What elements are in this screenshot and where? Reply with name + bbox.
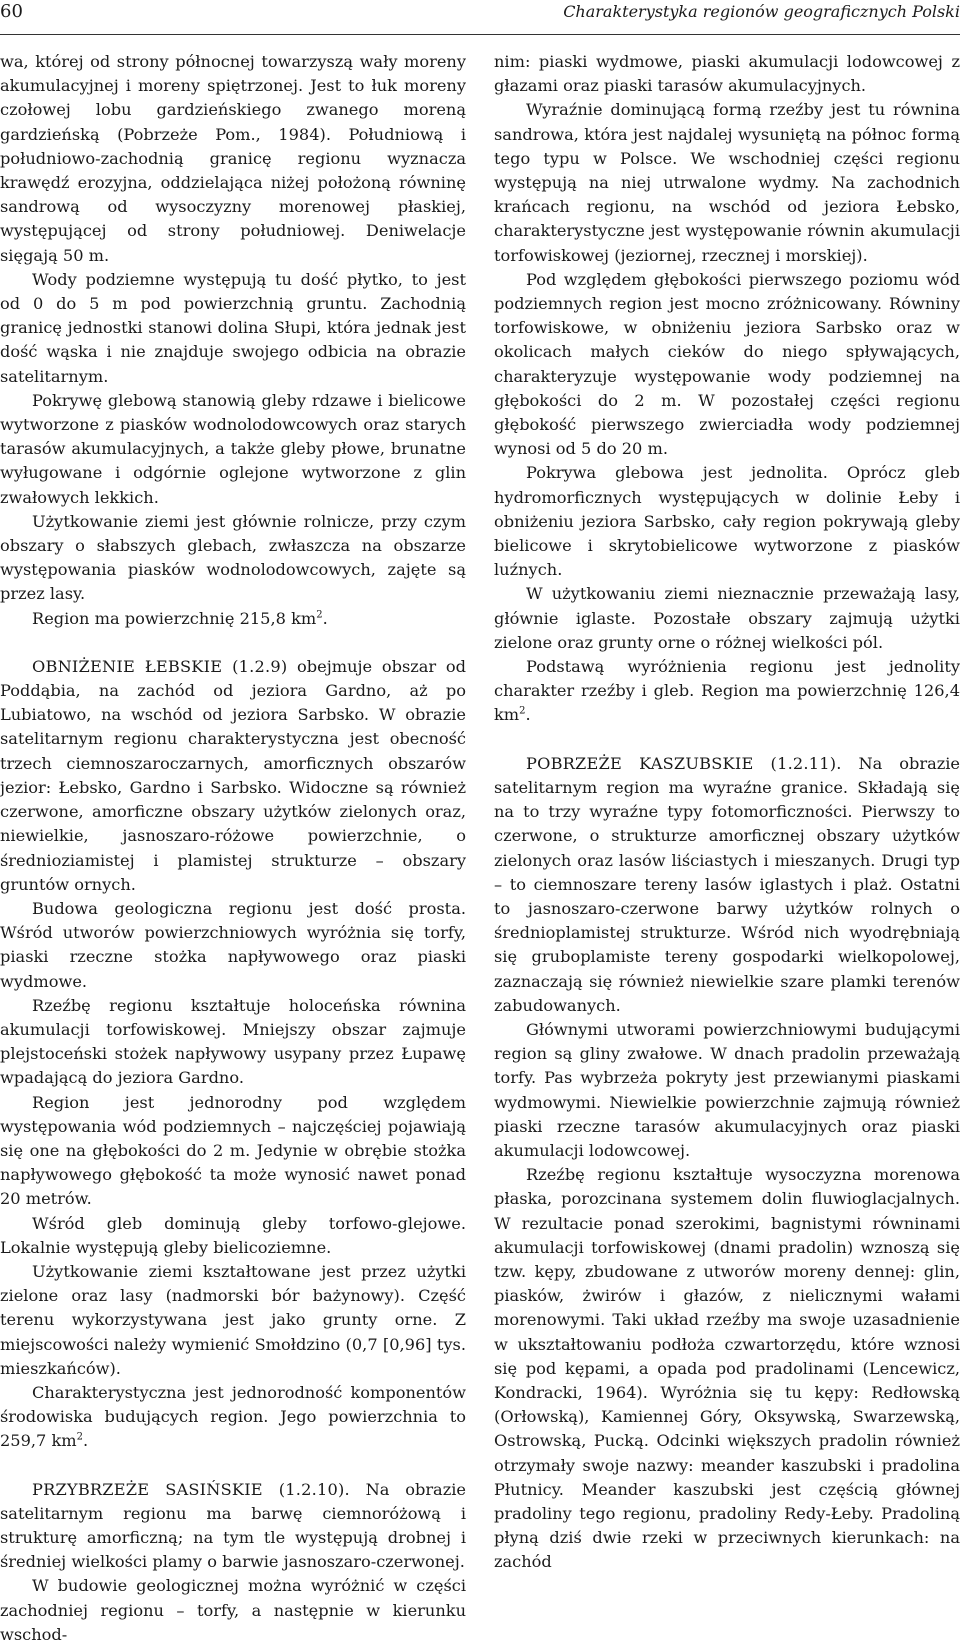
paragraph: nim: piaski wydmowe, piaski akumulacji lodowcowej z głazami oraz piaski tarasów akumulacyjnych.: [494, 52, 960, 96]
area-text: Region ma powierzchnię 215,8 km: [32, 608, 317, 628]
section-title: POBRZEŻE KASZUBSKIE (1.2.11).: [526, 753, 842, 773]
paragraph: Region jest jednorodny pod względem występowania wód podziemnych – najczęściej pojawiają się one na głębokości do 2 m. Jedynie w obrębie stożka napływowego głębokość ta może wynosić nawet ponad 20 metrów.: [0, 1092, 466, 1209]
area-end: .: [83, 1431, 89, 1451]
paragraph: Pokrywa glebowa jest jednolita. Oprócz gleb hydromorficznych występujących w dolinie Łeby i obniżeniu jeziora Sarbsko, cały region pokrywają gleby bielicowe i skrytobielicowe wytworzone z piasków luźnych.: [494, 463, 960, 580]
running-title: Charakterystyka regionów geograficznych Polski: [563, 2, 960, 21]
area-text: Podstawą wyróżnienia regionu jest jednolity charakter rzeźby i gleb. Region ma powierzchnię 126,4 km: [494, 657, 960, 725]
paragraph: Użytkowanie ziemi jest głównie rolnicze, przy czym obszary o słabszych glebach, zwłaszcza na obszarze występowania piasków wodnolodowcowych, zajęte są przez lasy.: [0, 511, 466, 604]
section-title: OBNIŻENIE ŁEBSKIE (1.2.9): [32, 656, 288, 676]
area-paragraph: [0, 607, 466, 631]
paragraph: wa, której od strony północnej towarzyszą wały moreny akumulacyjnej i moreny spiętrzonej. Jest to łuk moreny czołowej lobu gardzieńskiego zwanego moreną gardzieńską (Pobrzeże Pom., 1984). Południową i południowo-zachodnią granicę regionu wyznacza krawędź erozyjna, oddzielająca niżej położoną równinę sandrową od wysoczyzny morenowej płaskiej, występującej od strony południowej. Deniwelacje sięgają 50 m.: [0, 52, 466, 265]
section-title: PRZYBRZEŻE SASIŃSKIE (1.2.10).: [32, 1479, 350, 1499]
area-text: Charakterystyczna jest jednorodność komponentów środowiska budujących region. Jego powierzchnia to 259,7 km: [0, 1382, 466, 1451]
section-text: Na obrazie satelitarnym region ma wyraźne granice. Składają się na to trzy wyraźne typy fotomorficzności. Pierwszy to czerwone, o strukturze amorficznej obszary użytków zielonych oraz lasów liściastych i mieszanych. Drugi typ – to ciemnoszare tereny lasów iglastych i plaż. Ostatni to jasnoszaro-czerwone barwy użytków rolnych o średnioplamistej strukturze. Wśród nich wyodrębniają się gruboplamiste tereny gospodarki wielkopolowej, zaznaczają się również niewielkie szare plamki terenów zabudowanych.: [494, 753, 960, 1015]
paragraph: Wśród gleb dominują gleby torfowo-glejowe. Lokalnie występują gleby bielicoziemne.: [0, 1213, 466, 1257]
section-text: Na obrazie satelitarnym regionu ma barwę ciemnoróżową i strukturę amorficzną; na tym tle występują drobnej i średniej wielkości plamy o barwie jasnoszaro-czerwonej.: [0, 1479, 466, 1572]
right-column: [494, 50, 960, 1572]
paragraph: Rzeźbę regionu kształtuje wysoczyzna morenowa płaska, porozcinana systemem dolin fluwioglacjalnych. W rezultacie ponad szerokimi, bagnistymi równinami akumulacji torfowiskowej (dnami pradolin) wznoszą się tzw. kępy, zbudowane z utworów moreny dennej: glin, piasków, żwirów i głazów, z nielicznymi wałami morenowymi. Taki układ rzeźby ma swoje uzasadnienie w ukształtowaniu podłoża czwartorzędu, które wznosi się pod kępami, a opada pod pradolinami (Lencewicz, Kondracki, 1964). Wyróżnia się tu kępy: Redłowską (Orłowską), Kamiennej Góry, Oksywską, Swarzewską, Ostrowską, Pucką. Odcinki większych pradolin również otrzymały swoje nazwy: meander kaszubski i pradolina Płutnicy. Meander kaszubski jest częścią głównej pradoliny tego regionu, pradoliny Redy-Łeby. Pradoliną płyną dziś dwie rzeki w przeciwnych kierunkach: na zachód: [494, 1165, 960, 1572]
area-end: .: [322, 608, 328, 628]
superscript: 2: [519, 706, 526, 718]
page-number: 60: [0, 1, 23, 22]
paragraph: Pod względem głębokości pierwszego poziomu wód podziemnych region jest mocno zróżnicowany. Równiny torfowiskowe, w obniżeniu jeziora Sarbsko oraz w okolicach małych cieków do niego spływających, charakteryzuje występowanie wody podziemnej na głębokości do 2 m. W pozostałej części regionu głębokość pierwszego zwierciadła wody podziemnej wynosi od 5 do 20 m.: [494, 269, 960, 459]
paragraph: Pokrywę glebową stanowią gleby rdzawe i bielicowe wytworzone z piasków wodnolodowcowych oraz starych tarasów akumulacyjnych, a także gleby płowe, brunatne wyługowane i odgórnie oglejone wytworzone z glin zwałowych lekkich.: [0, 390, 466, 507]
section-przybrzeze-sasinskie: [0, 1478, 466, 1575]
section-pobrzeze-kaszubskie: [494, 752, 960, 1018]
paragraph: Wyraźnie dominującą formą rzeźby jest tu równina sandrowa, która jest najdalej wysuniętą na północ formą tego typu w Polsce. We wschodniej części regionu występują na niej utrwalone wydmy. Na zachodnich krańcach regionu, na wschód od jeziora Łebsko, charakterystyczne jest występowanie równin akumulacji torfowiskowej (jeziornej, rzecznej i morskiej).: [494, 100, 960, 265]
paragraph: W budowie geologicznej można wyróżnić w części zachodniej regionu – torfy, a następnie w kierunku wschod-: [0, 1576, 466, 1644]
section-obnizenie-lebskie: [0, 655, 466, 897]
paragraph: Użytkowanie ziemi kształtowane jest przez użytki zielone oraz lasy (nadmorski bór bażynowy). Część terenu wykorzystywana jest jako grunty orne. Z miejscowości należy wymienić Smołdzino (0,7 [0,96] tys. mieszkańców).: [0, 1261, 466, 1378]
paragraph: W użytkowaniu ziemi nieznacznie przeważają lasy, głównie iglaste. Pozostałe obszary zajmują użytki zielone oraz grunty orne o różnej wielkości pól.: [494, 584, 960, 652]
paragraph: Głównymi utworami powierzchniowymi budującymi region są gliny zwałowe. W dnach pradolin przeważają torfy. Pas wybrzeża pokryty jest przewianymi piaskami wydmowymi. Niewielkie powierzchnie zajmują również piaski rzeczne tarasów akumulacyjnych oraz piaski akumulacji lodowcowej.: [494, 1019, 960, 1160]
area-paragraph: [494, 655, 960, 728]
page-header: [0, 0, 960, 35]
left-column: [0, 50, 466, 1644]
superscript: 2: [316, 609, 323, 621]
paragraph: Wody podziemne występują tu dość płytko, to jest od 0 do 5 m pod powierzchnią gruntu. Zachodnią granicę jednostki stanowi dolina Słupi, która jednak jest dość wąska i nie znajduje swojego odbicia na obrazie satelitarnym.: [0, 269, 466, 386]
area-end: .: [525, 705, 531, 725]
section-text: obejmuje obszar od Poddąbia, na zachód od jeziora Gardno, aż po Lubiatowo, na wschód od jeziora Sarbsko. W obrazie satelitarnym regionu charakterystyczna jest obecność trzech ciemnoszaroczarnych, amorficznych obszarów jezior: Łebsko, Gardno i Sarbsko. Widoczne są również czerwone, amorficzne obszary użytków zielonych oraz, niewielkie, jasnoszaro-różowe powierzchnie, o średnioziamistej i plamistej strukturze – obszary gruntów ornych.: [0, 656, 466, 894]
paragraph: Budowa geologiczna regionu jest dość prosta. Wśród utworów powierzchniowych wyróżnia się torfy, piaski rzeczne stożka napływowego oraz piaski wydmowe.: [0, 898, 466, 991]
paragraph: Rzeźbę regionu kształtuje holoceńska równina akumulacji torfowiskowej. Mniejszy obszar zajmuje plejstoceński stożek napływowy usypany przez Łupawę wpadającą do jeziora Gardno.: [0, 995, 466, 1088]
area-paragraph: [0, 1381, 466, 1454]
superscript: 2: [76, 1431, 84, 1443]
